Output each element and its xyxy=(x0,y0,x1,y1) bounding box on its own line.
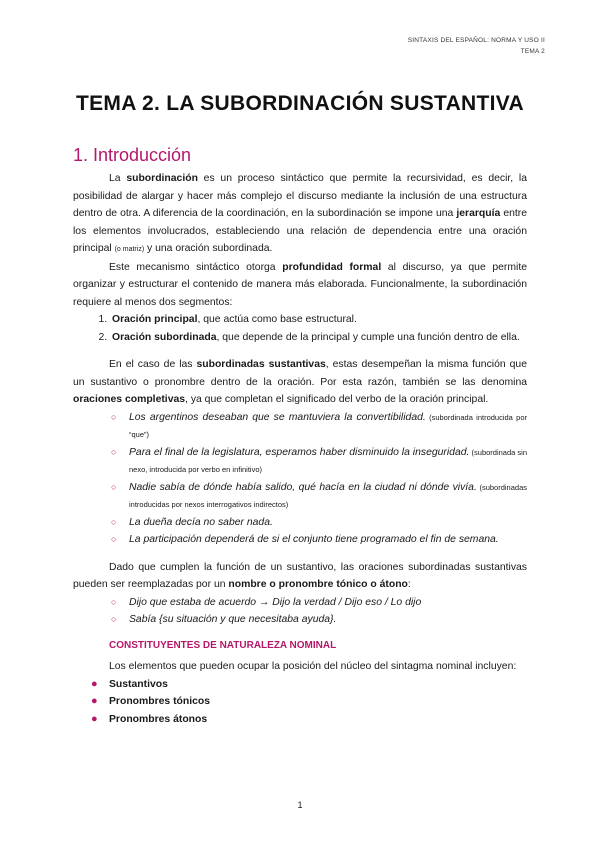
paragraph-elementos: Los elementos que pueden ocupar la posición del núcleo del sintagma nominal incluyen: xyxy=(109,661,517,672)
small-note: (o matriz) xyxy=(114,246,145,253)
circle-bullet-icon: ○ xyxy=(111,516,117,527)
replacement-examples-list xyxy=(73,594,527,629)
text-run: es un proceso sintáctico que permite la recursividad, es decir, la posibilidad de alargar y hacer más complejo el discurso mediante la inclusión de una estructura dentro de otra. A diferencia de la coordinación, en la subordinación se impone una xyxy=(73,173,527,219)
circle-bullet-icon: ○ xyxy=(111,446,117,457)
text-run: Dado que cumplen la función de un sustantivo, las oraciones subordinadas sustantivas pueden ser reemplazadas por un xyxy=(73,561,527,590)
segments-list xyxy=(73,311,527,346)
subsection-heading: CONSTITUYENTES DE NATURALEZA NOMINAL xyxy=(109,639,337,651)
text-run: , que depende de la principal y cumple una función dentro de ella. xyxy=(216,331,520,343)
list-item-label: Pronombres tónicos xyxy=(109,696,211,707)
section-heading-introduccion: 1. Introducción xyxy=(73,145,192,165)
list-item xyxy=(91,676,527,694)
list-item xyxy=(111,444,527,479)
document-body xyxy=(73,170,527,728)
text-run: Este mecanismo sintáctico otorga xyxy=(109,261,283,273)
page-number: 1 xyxy=(297,800,303,810)
paragraph-mecanismo xyxy=(73,259,527,312)
circle-bullet-icon: ○ xyxy=(111,481,117,492)
paragraph-subordinacion xyxy=(73,170,527,259)
list-item xyxy=(91,693,527,711)
text-run: : xyxy=(407,579,411,590)
circle-bullet-icon: ○ xyxy=(111,596,117,607)
example-text: La dueña decía no saber nada. xyxy=(129,516,273,528)
example-text: La participación dependerá de si el conjunto tiene programado el fin de semana. xyxy=(129,534,499,545)
bold-term: subordinadas sustantivas xyxy=(196,359,326,370)
list-item xyxy=(111,594,527,612)
example-note: (subordinadas introducidas por nexos interrogativos indirectos) xyxy=(129,482,527,509)
list-item-label: Sustantivos xyxy=(109,678,168,690)
bold-term: Oración subordinada xyxy=(112,331,217,343)
paragraph-sustantivas xyxy=(73,356,527,409)
text-run: , ya que completan el significado del verbo de la oración principal. xyxy=(185,394,489,405)
list-item xyxy=(111,611,527,629)
text-run: , que actúa como base estructural. xyxy=(197,314,357,325)
dot-bullet-icon: ● xyxy=(91,677,98,690)
text-run: al discurso, ya que permite organizar y estructurar el contenido de manera más elaborada. Funcionalmente, la subordinación requiere al menos dos segmentos: xyxy=(73,261,527,308)
text-run: En el caso de las xyxy=(109,359,197,370)
list-item xyxy=(111,479,527,514)
example-text: Nadie sabía de dónde había salido, qué hacía en la ciudad ni dónde vivía. xyxy=(129,481,477,493)
example-note: (subordinada introducida por “que”) xyxy=(129,412,527,439)
bold-term: subordinación xyxy=(126,173,198,184)
example-text: Para el final de la legislatura, esperamos haber disminuido la inseguridad. xyxy=(129,446,470,458)
list-item xyxy=(111,514,527,532)
text-run: La xyxy=(109,173,127,184)
examples-list xyxy=(73,409,527,549)
circle-bullet-icon: ○ xyxy=(111,534,117,544)
document-title: TEMA 2. LA SUBORDINACIÓN SUSTANTIVA xyxy=(75,92,524,115)
bold-term: nombre o pronombre tónico o átono xyxy=(228,579,408,590)
text-run: , estas desempeñan la misma función que un sustantivo o pronombre dentro de la oración. Por esta razón, también se las denomina xyxy=(73,359,527,388)
bold-term: profundidad formal xyxy=(282,261,382,273)
circle-bullet-icon: ○ xyxy=(111,411,117,422)
example-text: Dijo que estaba de acuerdo → Dijo la verdad / Dijo eso / Lo dijo xyxy=(129,596,422,608)
paragraph-reemplazo xyxy=(73,559,527,594)
text-run: y una oración subordinada. xyxy=(144,243,273,254)
dot-bullet-icon: ● xyxy=(91,695,98,707)
nominal-elements-list xyxy=(73,676,527,729)
page-header xyxy=(408,35,545,57)
example-text: Sabía {su situación y que necesitaba ayuda}. xyxy=(129,614,337,625)
header-topic: TEMA 2 xyxy=(520,48,545,55)
bold-term: Oración principal xyxy=(112,314,198,325)
list-item xyxy=(111,531,527,549)
example-text: Los argentinos deseaban que se mantuviera la convertibilidad. xyxy=(129,411,426,423)
circle-bullet-icon: ○ xyxy=(111,614,117,624)
example-note: (subordinada sin nexo, introducida por verbo en infinitivo) xyxy=(129,447,527,474)
list-item xyxy=(111,409,527,444)
bold-term: oraciones completivas xyxy=(73,394,186,405)
list-item xyxy=(91,711,527,729)
header-course: SINTAXIS DEL ESPAÑOL: NORMA Y USO II xyxy=(407,37,545,44)
list-item xyxy=(110,311,527,329)
list-item-label: Pronombres átonos xyxy=(109,713,208,725)
text-run: entre los elementos involucrados, estableciendo una relación de dependencia entre una oración principal xyxy=(73,208,528,254)
dot-bullet-icon: ● xyxy=(91,712,98,725)
bold-term: jerarquía xyxy=(456,208,501,219)
list-item xyxy=(110,329,527,347)
